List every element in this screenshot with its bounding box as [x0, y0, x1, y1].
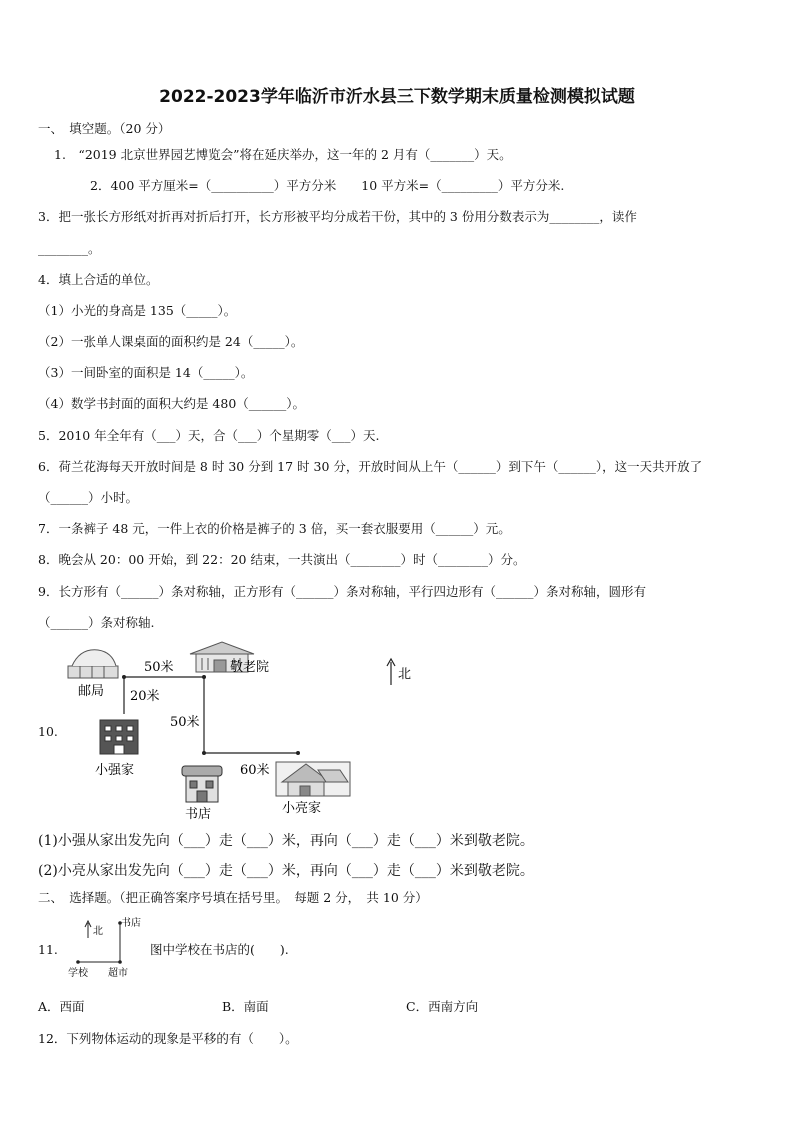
post-office-icon: [68, 650, 118, 678]
question-5: 5．2010 年全年有（___）天，合（___）个星期零（___）天.: [38, 428, 380, 443]
label-north: 北: [398, 667, 412, 682]
question-7: 7．一条裤子 48 元，一件上衣的价格是裤子的 3 倍，买一套衣服要用（______）元。: [38, 521, 511, 536]
section-1-heading: 一、 填空题。（20 分）: [38, 121, 171, 136]
option-c: C．西南方向: [406, 999, 479, 1014]
bookstore-icon: [182, 766, 222, 802]
question-9-line1: 9．长方形有（______）条对称轴，正方形有（______）条对称轴，平行四边形有（______）条对称轴，圆形有: [38, 584, 646, 599]
question-10-sub2: (2)小亮从家出发先向（___）走（___）米，再向（___）走（___）米到敬老院。: [38, 863, 534, 879]
question-4-item: （4）数学书封面的面积大约是 480（______）。: [38, 396, 306, 411]
question-4: 4．填上合适的单位。: [38, 272, 159, 287]
q11-diagram: [64, 914, 164, 980]
option-b: B．南面: [222, 999, 269, 1014]
question-11-number: 11.: [38, 942, 58, 957]
question-3-line2: ________。: [38, 241, 101, 256]
option-a: A．西面: [38, 999, 85, 1014]
question-4-item: （3）一间卧室的面积是 14（_____）。: [38, 365, 254, 380]
question-6-line1: 6．荷兰花海每天开放时间是 8 时 30 分到 17 时 30 分，开放时间从上午（______）到下午（______），这一天共开放了: [38, 459, 703, 474]
question-3-line1: 3．把一张长方形纸对折再对折后打开，长方形被平均分成若干份，其中的 3 份用分数表示为________，读作: [38, 209, 637, 224]
xiaoqiang-home-icon: [100, 720, 138, 754]
question-9-line2: （______）条对称轴.: [38, 615, 155, 630]
question-4-item: （2）一张单人课桌面的面积约是 24（_____）。: [38, 334, 304, 349]
question-11-text: 图中学校在书店的( ).: [150, 942, 289, 957]
q10-map-diagram: [60, 640, 412, 822]
question-10-sub1: (1)小强从家出发先向（___）走（___）米，再向（___）走（___）米到敬老院。: [38, 833, 534, 849]
label-xiaoqiang: 小强家: [95, 763, 135, 778]
question-10-number: 10.: [38, 724, 58, 739]
label-school: 学校: [68, 968, 88, 979]
label-xiaoliang: 小亮家: [282, 801, 322, 816]
label-north: 北: [93, 926, 103, 937]
distance-50m-top: 50米: [144, 660, 174, 675]
section-2-heading: 二、 选择题。（把正确答案序号填在括号里。 每题 2 分， 共 10 分）: [38, 890, 428, 905]
question-4-item: （1）小光的身高是 135（_____）。: [38, 303, 237, 318]
xiaoliang-home-icon: [276, 762, 350, 796]
question-6-line2: （______）小时。: [38, 490, 139, 505]
label-nursing-home: 敬老院: [230, 660, 270, 675]
distance-20m: 20米: [130, 689, 160, 704]
north-arrow-icon: [387, 659, 395, 685]
question-8: 8．晚会从 20：00 开始，到 22：20 结束，一共演出（________）时（________）分。: [38, 552, 526, 567]
label-supermarket: 超市: [108, 968, 128, 979]
label-post-office: 邮局: [78, 684, 105, 699]
distance-60m: 60米: [240, 763, 270, 778]
label-bookstore: 书店: [121, 918, 141, 929]
page-title: 2022-2023学年临沂市沂水县三下数学期末质量检测模拟试题: [159, 87, 635, 107]
distance-50m-mid: 50米: [170, 715, 200, 730]
label-bookstore: 书店: [185, 807, 212, 822]
question-12: 12．下列物体运动的现象是平移的有（ ）。: [38, 1031, 298, 1046]
question-1: 1. “2019 北京世界园艺博览会”将在延庆举办，这一年的 2 月有（_______）天。: [54, 147, 512, 162]
question-2: 2．400 平方厘米=（__________）平方分米 10 平方米=（_________）平方分米.: [90, 178, 565, 193]
